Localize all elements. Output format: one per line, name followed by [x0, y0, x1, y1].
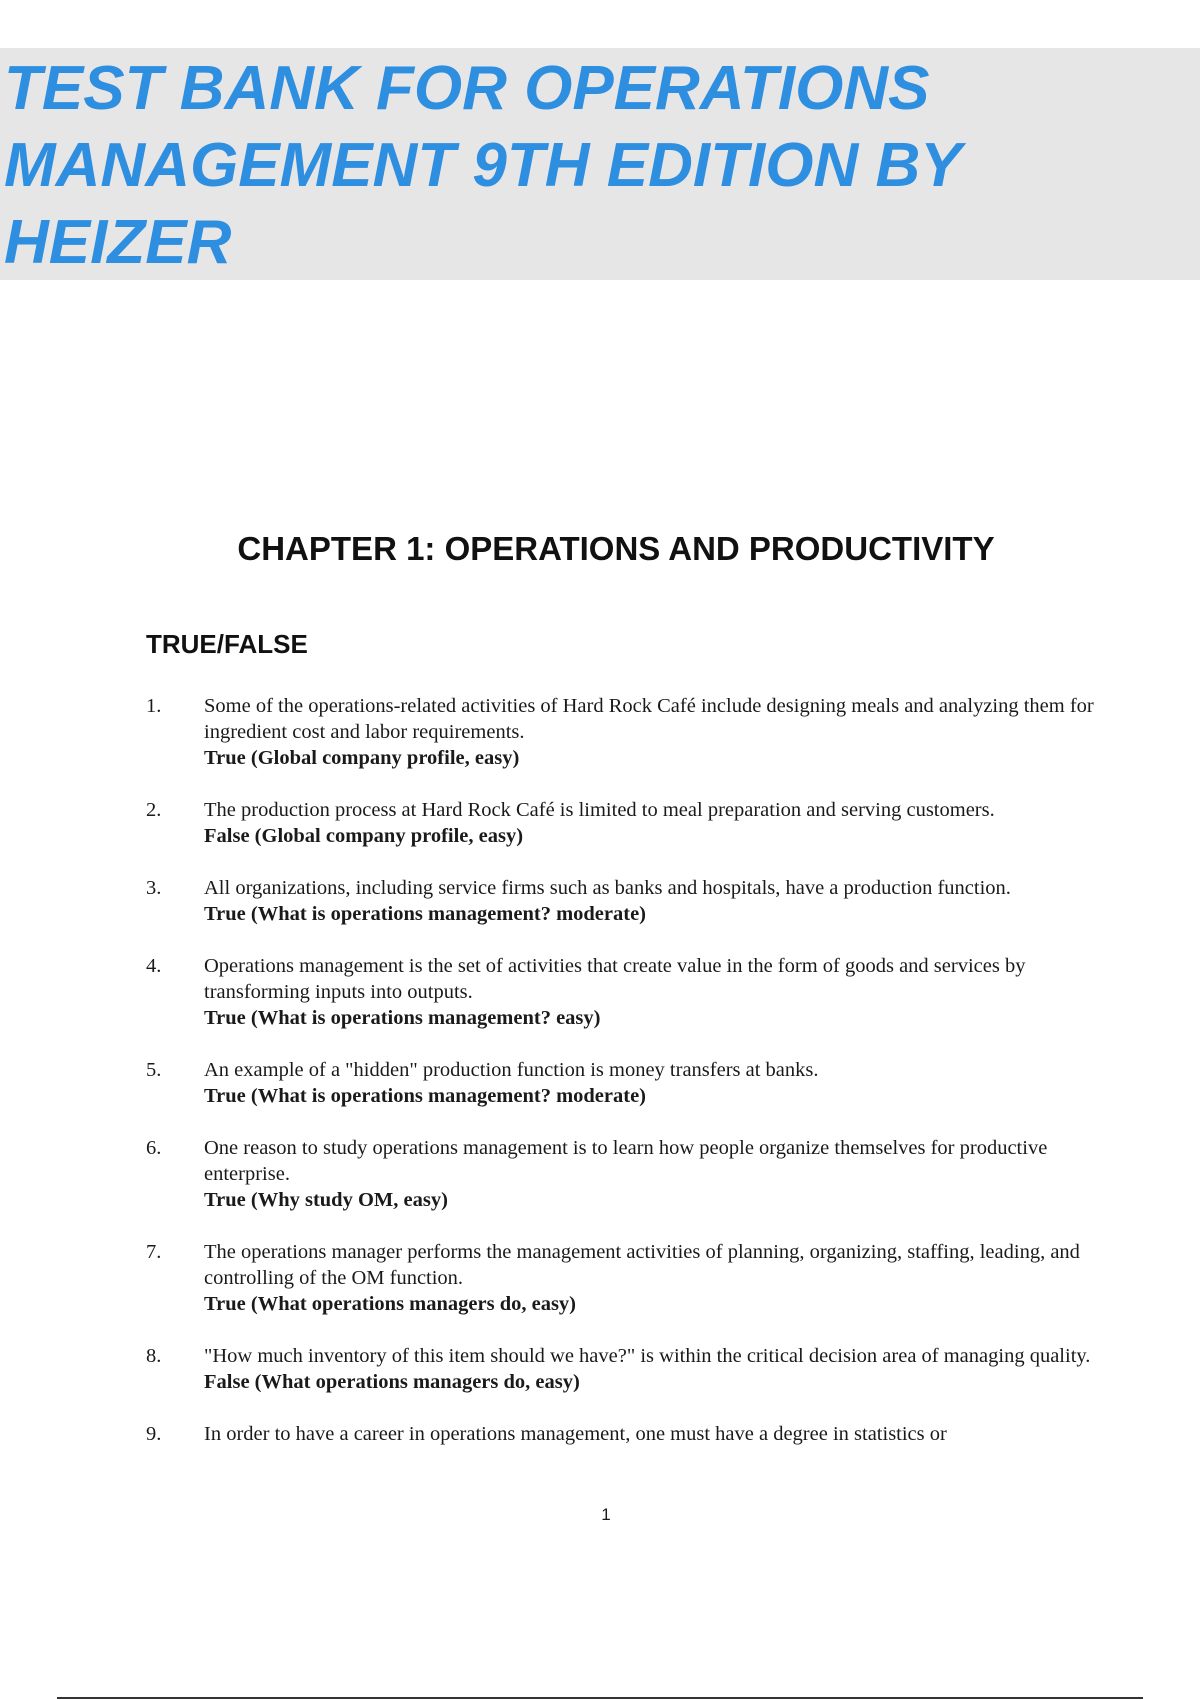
question-number: 9.	[146, 1423, 162, 1445]
question-answer: True (Why study OM, easy)	[204, 1189, 448, 1211]
question-item	[146, 1421, 1106, 1447]
question-answer: True (Global company profile, easy)	[204, 747, 520, 769]
question-item	[146, 1343, 1106, 1395]
question-number: 3.	[146, 877, 162, 899]
question-number: 7.	[146, 1241, 162, 1263]
question-item	[146, 693, 1106, 771]
question-text: In order to have a career in operations management, one must have a degree in statistics or	[204, 1423, 947, 1445]
question-number: 5.	[146, 1059, 162, 1081]
question-answer: False (What operations managers do, easy)	[204, 1371, 580, 1393]
question-item	[146, 1057, 1106, 1109]
question-item	[146, 875, 1106, 927]
chapter-title: CHAPTER 1: OPERATIONS AND PRODUCTIVITY	[237, 530, 995, 567]
question-item	[146, 1239, 1106, 1317]
question-item	[146, 953, 1106, 1031]
question-answer: True (What is operations management? moderate)	[204, 903, 647, 925]
question-answer: True (What is operations management? easy)	[204, 1007, 601, 1029]
document-title: TEST BANK FOR OPERATIONS MANAGEMENT 9TH EDITION BY HEIZER	[4, 54, 961, 277]
question-item	[146, 797, 1106, 849]
question-answer: False (Global company profile, easy)	[204, 825, 524, 847]
question-answer: True (What operations managers do, easy)	[204, 1293, 577, 1315]
question-number: 6.	[146, 1137, 162, 1159]
section-heading: TRUE/FALSE	[146, 629, 308, 659]
question-number: 8.	[146, 1345, 162, 1367]
question-text: The operations manager performs the management activities of planning, organizing, staffing, leading, and controlling of the OM function.	[204, 1241, 1080, 1289]
question-text: One reason to study operations management is to learn how people organize themselves for productive enterprise.	[204, 1137, 1048, 1185]
question-answer: True (What is operations management? moderate)	[204, 1085, 647, 1107]
question-text: The production process at Hard Rock Café is limited to meal preparation and serving customers.	[204, 799, 995, 821]
page-number: 1	[601, 1505, 611, 1524]
question-list	[146, 693, 1106, 1473]
question-item	[146, 1135, 1106, 1213]
question-text: "How much inventory of this item should we have?" is within the critical decision area of managing quality.	[204, 1345, 1091, 1367]
question-text: Operations management is the set of activities that create value in the form of goods and services by transforming inputs into outputs.	[204, 955, 1026, 1003]
question-text: All organizations, including service firms such as banks and hospitals, have a production function.	[204, 877, 1011, 899]
question-text: An example of a "hidden" production function is money transfers at banks.	[204, 1059, 819, 1081]
page-divider	[57, 1697, 1143, 1699]
question-number: 2.	[146, 799, 162, 821]
question-number: 4.	[146, 955, 162, 977]
question-text: Some of the operations-related activities of Hard Rock Café include designing meals and analyzing them for ingredient cost and labor requirements.	[204, 695, 1094, 743]
question-number: 1.	[146, 695, 162, 717]
